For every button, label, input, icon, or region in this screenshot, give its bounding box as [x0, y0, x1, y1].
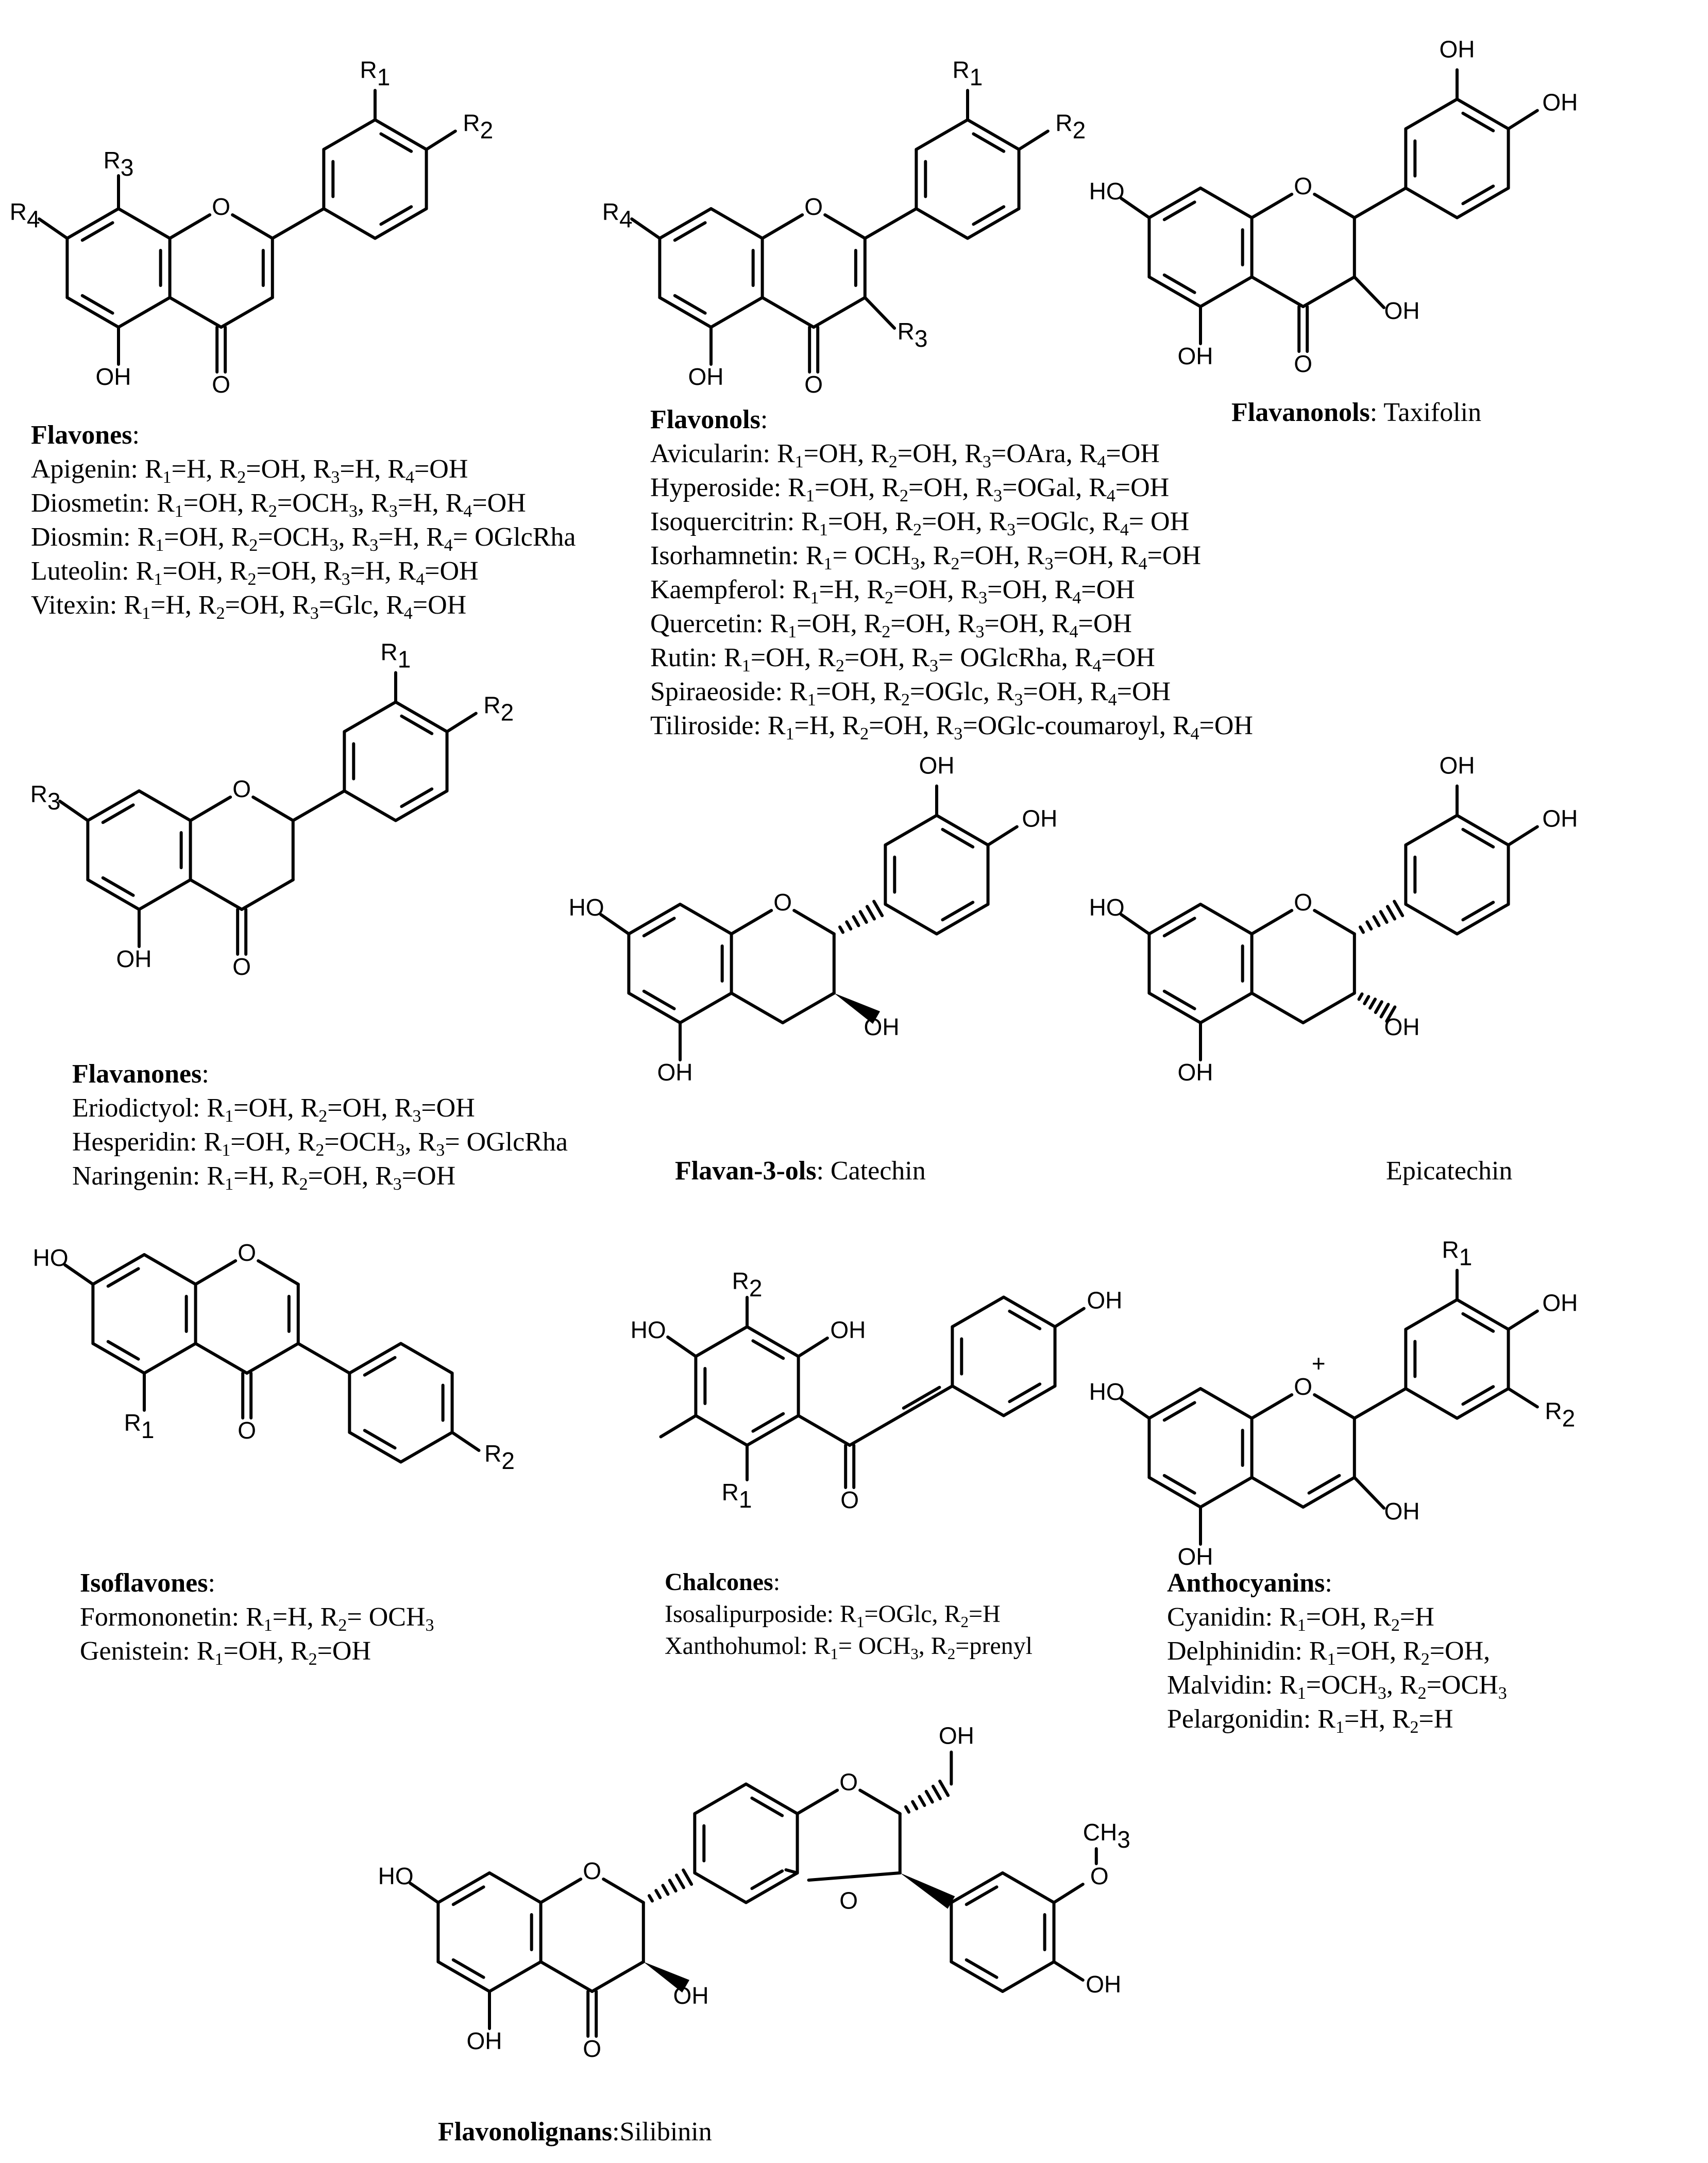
- ring-oxygen-label: O: [804, 193, 823, 221]
- ring-bond-line: [695, 1873, 746, 1903]
- flavones-row: Diosmin: $R_1=OH$, $R_2=OCH_3$, $R_3=H$, $R_4=$ OGlcRha: [31, 522, 576, 555]
- bond-line: [1509, 111, 1537, 129]
- bond-line: [850, 1416, 901, 1446]
- hashed-bond-line: [670, 1880, 676, 1891]
- hashed-bond-line: [1370, 999, 1375, 1008]
- carbonyl-oxygen-label: O: [232, 953, 251, 981]
- ring-bond-line: [1200, 1389, 1252, 1418]
- bond-line: [901, 1386, 953, 1416]
- bond-line: [65, 1265, 93, 1285]
- flavonols-row: Hyperoside: $R_1=OH$, $R_2=OH$, $R_3=OGal$, $R_4=OH$: [650, 473, 1170, 505]
- ring-bond-line: [1003, 1873, 1054, 1903]
- ring-bond-line: [1252, 993, 1304, 1023]
- ring-bond-line: [1406, 1389, 1457, 1418]
- ring-bond-line: [324, 209, 375, 239]
- flavanones-caption: Flavanones: Eriodictyol: $R_1=OH$, $R_2=OH$, $R_3=OH$ Hesperidin: $R_1=OH$, $R_2=OCH_3$, $R_3=$ OGlcRha Naringenin: $R_1=H$, $R_2=OH$, $R_3=OH$: [72, 1059, 568, 1194]
- ring-bond-line: [952, 1297, 1004, 1327]
- ring-bond-line: [139, 791, 191, 821]
- bond-line: [1509, 1311, 1537, 1330]
- anthocyanins-row: Delphinidin: $R_1=OH$, $R_2=OH$,: [1167, 1636, 1491, 1669]
- hydroxyl-label: HO: [378, 1863, 414, 1890]
- ring-bond-line: [916, 120, 968, 150]
- ring-bond-line: [144, 1344, 196, 1374]
- flavone-structure: [0, 0, 618, 412]
- flavones-row: Apigenin: $R_1=H$, $R_2=OH$, $R_3=H$, $R_4=OH$: [31, 454, 468, 487]
- hydroxyl-label: OH: [1177, 1059, 1213, 1086]
- hashed-bond-line: [940, 1781, 948, 1796]
- chalcones-row: Isosalipurposide: $R_1=OGlc$, $R_2=H$: [665, 1600, 1001, 1631]
- hashed-bond-line: [1364, 996, 1368, 1004]
- ring-bond-line: [324, 120, 375, 150]
- ring-bond-line: [860, 1790, 900, 1814]
- ring-oxygen-label: O: [839, 1887, 858, 1914]
- ring-bond-line: [1252, 1478, 1304, 1508]
- catechin-structure: [568, 721, 1159, 1134]
- ring-bond-line: [1406, 904, 1457, 934]
- hashed-bond-line: [919, 1797, 924, 1805]
- flavanones-row: Naringenin: $R_1=H$, $R_2=OH$, $R_3=OH$: [72, 1161, 456, 1194]
- hashed-bond-line: [847, 922, 851, 929]
- ring-bond-line: [170, 298, 222, 328]
- r-group-label: R3: [897, 318, 928, 352]
- ring-oxygen-label: O: [583, 1857, 602, 1885]
- ring-bond-line: [814, 298, 865, 328]
- flavonols-row: Spiraeoside: $R_1=OH$, $R_2=OGlc$, $R_3=OH$, $R_4=OH$: [650, 677, 1171, 709]
- r-group-label: R1: [360, 56, 391, 91]
- ring-oxygen-label: O: [839, 1768, 858, 1796]
- bond-line: [293, 791, 345, 821]
- bond-line: [1509, 827, 1537, 846]
- r-group-label: R2: [732, 1268, 763, 1302]
- ring-bond-line: [763, 298, 814, 328]
- r-group-label: R1: [952, 56, 983, 91]
- ring-bond-line: [1003, 1962, 1054, 1992]
- bond-line: [988, 827, 1017, 846]
- anthocyanins-row: Malvidin: $R_1=OCH_3$, $R_2=OCH_3$: [1167, 1670, 1507, 1703]
- flavonols-row: Tiliroside: $R_1=H$, $R_2=OH$, $R_3=OGlc$-coumaroyl, $R_4=OH$: [650, 711, 1253, 743]
- hydroxyl-label: OH: [1384, 297, 1420, 325]
- ring-bond-line: [1252, 194, 1292, 218]
- flavones-caption: Flavones: Apigenin: $R_1=H$, $R_2=OH$, $R_3=H$, $R_4=OH$ Diosmetin: $R_1=OH$, $R_2=OCH_3$, $R_3=H$, $R_4=OH$ Diosmin: $R_1=OH$, $R_2=OCH_3$, $R_3=H$, $R_4=$ OGlcRha Luteolin: $R_1=OH$, $R_2=OH$, $R_3=H$, $R_4=OH$ Vitexin: $R_1=H$, $R_2=OH$, $R_3=Glc$, $R_4=OH$: [31, 420, 576, 623]
- hashed-bond-line: [1388, 906, 1395, 919]
- hydroxyl-label: OH: [657, 1059, 693, 1086]
- ring-bond-line: [1200, 1478, 1252, 1508]
- bond-line: [427, 131, 455, 150]
- ring-bond-line: [1406, 99, 1457, 129]
- r-group-label: R2: [1055, 109, 1086, 144]
- bond-line: [452, 1432, 479, 1450]
- hashed-bond-line: [1359, 994, 1362, 999]
- ring-bond-line: [798, 1790, 838, 1814]
- ring-bond-line: [680, 904, 732, 934]
- isoflavones-caption: Isoflavones: Formononetin: $R_1=H$, $R_2= OCH_3$ Genistein: $R_1=OH$, $R_2=OH$: [80, 1568, 434, 1669]
- ring-bond-line: [885, 816, 937, 846]
- ring-bond-line: [541, 1879, 581, 1903]
- hashed-bond-line: [867, 906, 874, 919]
- bond-line: [60, 801, 88, 821]
- flavones-row: Vitexin: $R_1=H$, $R_2=OH$, $R_3=Glc$, $R_4=OH$: [31, 590, 467, 623]
- hydroxyl-label: OH: [673, 1982, 709, 2009]
- ring-bond-line: [680, 993, 732, 1023]
- ring-bond-line: [885, 904, 937, 934]
- hydroxyl-label: OH: [1177, 343, 1213, 370]
- bond-line: [410, 1883, 438, 1903]
- r-group-label: R4: [9, 198, 40, 233]
- hydroxyl-label: HO: [568, 894, 604, 921]
- hashed-bond-line: [677, 1875, 684, 1887]
- ring-bond-line: [139, 880, 191, 910]
- bond-line: [1355, 1389, 1406, 1418]
- ring-bond-line: [916, 209, 968, 239]
- hydroxyl-label: OH: [1542, 89, 1578, 116]
- ring-bond-line: [401, 1344, 452, 1374]
- bond-line: [1509, 1389, 1537, 1407]
- hydroxyl-label: OH: [1384, 1498, 1420, 1525]
- bond-line: [799, 1416, 850, 1446]
- ring-oxygen-label: O: [212, 193, 231, 221]
- ring-bond-line: [541, 1962, 593, 1992]
- bond-line: [298, 1344, 350, 1374]
- bond-line: [1355, 1478, 1384, 1509]
- flavanones-row: Hesperidin: $R_1=OH$, $R_2=OCH_3$, $R_3=$ OGlcRha: [72, 1127, 568, 1160]
- flavanonols-compound: Taxifolin: [1383, 398, 1482, 427]
- carbonyl-oxygen-label: O: [840, 1486, 859, 1514]
- r-group-label: R2: [484, 1440, 515, 1475]
- ring-bond-line: [1252, 1395, 1292, 1418]
- flavonols-title: Flavonols: [650, 405, 760, 434]
- ring-bond-line: [711, 298, 763, 328]
- flavanonols-title: Flavanonols: [1231, 398, 1370, 427]
- ring-bond-line: [401, 1432, 452, 1462]
- ring-bond-line: [196, 1344, 247, 1374]
- hashed-bond-line: [1376, 1002, 1382, 1012]
- ring-bond-line: [242, 880, 293, 910]
- ring-bond-line: [732, 910, 772, 934]
- hashed-bond-line: [1394, 901, 1402, 916]
- ring-bond-line: [221, 298, 273, 328]
- ring-bond-line: [489, 1873, 541, 1903]
- hydroxyl-label: OH: [1542, 1289, 1578, 1316]
- methoxy-oxygen-label: O: [1090, 1863, 1109, 1890]
- bond-line: [1019, 131, 1048, 150]
- r-group-label: R1: [380, 638, 411, 673]
- isoflavones-row: Formononetin: $R_1=H$, $R_2= OCH_3$: [80, 1602, 434, 1635]
- ring-bond-line: [786, 1870, 798, 1873]
- bond-line: [39, 219, 67, 239]
- bond-line: [1355, 188, 1406, 218]
- bond-line: [668, 1337, 696, 1357]
- silibinin-structure: [361, 1675, 1288, 2087]
- hydroxyl-label: OH: [830, 1316, 866, 1344]
- hydroxyl-label: HO: [1089, 894, 1125, 921]
- flavonols-caption: Flavonols: Avicularin: $R_1=OH$, $R_2=OH$, $R_3=OAra$, $R_4=OH$ Hyperoside: $R_1=OH$, $R_2=OH$, $R_3=OGal$, $R_4=OH$ Isoquercitrin: $R_1=OH$, $R_2=OH$, $R_3=OGlc$, $R_4=$ OH Isorhamnetin: $R_1= OCH_3$, $R_2=OH$, $R_3=OH$, $R_4=OH$ Kaempferol: $R_1=H$, $R_2=OH$, $R_3=OH$, $R_4=OH$ Quercetin: $R_1=OH$, $R_2=OH$, $R_3=OH$, $R_4=OH$ Rutin: $R_1=OH$, $R_2=OH$, $R_3=$ OGlcRha, $R_4=OH$ Spiraeoside: $R_1=OH$, $R_2=OGlc$, $R_3=OH$, $R_4=OH$ Tiliroside: $R_1=H$, $R_2=OH$, $R_3=OGlc$-coumaroyl, $R_4=OH$: [650, 405, 1253, 743]
- flavones-row: Diosmetin: $R_1=OH$, $R_2=OCH_3$, $R_3=H$, $R_4=OH$: [31, 488, 526, 521]
- isoflavone-structure: [0, 1211, 618, 1571]
- hydroxyl-label: OH: [688, 363, 724, 391]
- hydroxyl-label: OH: [1439, 752, 1475, 779]
- hydroxyl-label: HO: [1089, 178, 1125, 205]
- hydroxyl-label: OH: [1439, 36, 1475, 63]
- hydroxyl-label: OH: [919, 752, 955, 779]
- bond-line: [601, 915, 629, 934]
- wedge-bond: [900, 1873, 955, 1909]
- bond-line: [799, 1338, 827, 1357]
- flavonolignans-compound: Silibinin: [619, 2117, 712, 2147]
- flavonols-row: Quercetin: $R_1=OH$, $R_2=OH$, $R_3=OH$, $R_4=OH$: [650, 609, 1132, 641]
- ring-bond-line: [1200, 188, 1252, 218]
- flavonolignans-title: Flavonolignans: [438, 2117, 613, 2147]
- flavanones-row: Eriodictyol: $R_1=OH$, $R_2=OH$, $R_3=OH$: [72, 1093, 475, 1126]
- ring-bond-line: [232, 215, 273, 239]
- epicatechin-label: Epicatechin: [1386, 1156, 1513, 1186]
- ring-bond-line: [603, 1879, 644, 1903]
- ring-bond-line: [196, 1261, 236, 1285]
- ring-oxygen-label: O: [1294, 173, 1313, 200]
- ring-bond-line: [696, 1416, 747, 1446]
- anthocyanins-title: Anthocyanins: [1167, 1568, 1325, 1598]
- flavonols-row: Isorhamnetin: $R_1= OCH_3$, $R_2=OH$, $R_3=OH$, $R_4=OH$: [650, 541, 1202, 573]
- ring-bond-line: [825, 215, 865, 239]
- carbonyl-oxygen-label: O: [583, 2035, 602, 2063]
- epicatechin-caption: [1386, 1154, 1512, 1188]
- ring-bond-line: [1200, 277, 1252, 307]
- r-group-label: R1: [721, 1479, 752, 1513]
- carbonyl-oxygen-label: O: [1294, 350, 1313, 378]
- ring-oxygen-label: O: [232, 775, 251, 803]
- ring-bond-line: [1200, 993, 1252, 1023]
- hashed-bond-line: [906, 1807, 909, 1812]
- ring-bond-line: [732, 993, 783, 1023]
- hydroxyl-label: OH: [1087, 1287, 1123, 1314]
- hashed-bond-line: [1367, 922, 1371, 929]
- ring-bond-line: [1406, 816, 1457, 846]
- ring-bond-line: [170, 215, 210, 239]
- hydroxyl-label: HO: [32, 1244, 69, 1272]
- ring-bond-line: [344, 791, 396, 821]
- r-group-label: R3: [30, 781, 61, 815]
- r-group-label: R2: [483, 691, 514, 726]
- ring-bond-line: [1406, 1300, 1457, 1330]
- ring-bond-line: [1200, 904, 1252, 934]
- hashed-bond-line: [1374, 917, 1379, 925]
- ring-oxygen-label: O: [1294, 889, 1313, 916]
- flavonols-row: Isoquercitrin: $R_1=OH$, $R_2=OH$, $R_3=OGlc$, $R_4=$ OH: [650, 507, 1190, 539]
- anthocyanin-structure: [1089, 1159, 1708, 1571]
- hashed-bond-line: [1381, 911, 1387, 922]
- hydroxyl-label: OH: [1542, 805, 1578, 832]
- r-group-label: R2: [463, 109, 494, 144]
- hashed-bond-line: [926, 1792, 933, 1802]
- ring-bond-line: [794, 910, 834, 934]
- r-group-label: R3: [103, 147, 134, 181]
- bond-line: [1054, 1884, 1083, 1903]
- ring-bond-line: [592, 1962, 644, 1992]
- ring-bond-line: [489, 1962, 541, 1992]
- flavonols-row: Kaempferol: $R_1=H$, $R_2=OH$, $R_3=OH$, $R_4=OH$: [650, 575, 1135, 607]
- anthocyanins-row: Cyanidin: $R_1=OH$, $R_2=H$: [1167, 1602, 1434, 1635]
- ring-bond-line: [1303, 277, 1355, 307]
- ring-bond-line: [763, 215, 803, 239]
- ring-oxygen-label: O: [773, 889, 792, 916]
- ring-bond-line: [1252, 277, 1304, 307]
- hashed-bond-line: [840, 927, 843, 932]
- positive-charge-label: +: [1311, 1350, 1326, 1377]
- hashed-bond-line: [683, 1870, 691, 1884]
- flavanone-structure: [0, 593, 618, 1056]
- ring-bond-line: [119, 298, 170, 328]
- ring-bond-line: [952, 1386, 1004, 1416]
- hydroxyl-label: OH: [95, 363, 131, 391]
- ring-bond-line: [783, 993, 834, 1023]
- flavan3ols-title: Flavan-3-ols: [675, 1156, 817, 1186]
- ring-bond-line: [711, 209, 763, 239]
- flavones-title: Flavones: [31, 420, 132, 450]
- chalcones-title: Chalcones: [665, 1568, 773, 1596]
- flavonols-row: Rutin: $R_1=OH$, $R_2=OH$, $R_3=$ OGlcRha, $R_4=OH$: [650, 643, 1155, 675]
- isoflavones-title: Isoflavones: [80, 1568, 208, 1598]
- ring-bond-line: [1314, 910, 1355, 934]
- ring-bond-line: [191, 880, 242, 910]
- bond-line: [1054, 1962, 1083, 1981]
- carbonyl-oxygen-label: O: [804, 371, 823, 398]
- r-group-label: R4: [602, 198, 633, 233]
- chalcones-caption: Chalcones: Isosalipurposide: $R_1=OGlc$, $R_2=H$ Xanthohumol: $R_1= OCH_3$, $R_2=prenyl$: [665, 1568, 1033, 1663]
- hashed-bond-line: [656, 1890, 660, 1898]
- ring-bond-line: [1314, 1395, 1355, 1418]
- hashed-bond-line: [663, 1885, 668, 1894]
- hashed-bond-line: [860, 911, 867, 922]
- ring-bond-line: [1252, 910, 1292, 934]
- flavonol-structure: [593, 0, 1211, 412]
- ring-bond-line: [1303, 993, 1355, 1023]
- r-group-label: R1: [1442, 1236, 1473, 1271]
- bond-line: [1355, 277, 1384, 308]
- ring-bond-line: [696, 1327, 747, 1357]
- chalcone-structure: [593, 1211, 1159, 1571]
- ring-bond-line: [1406, 188, 1457, 218]
- bond-line: [865, 298, 894, 329]
- carbonyl-oxygen-label: O: [238, 1417, 257, 1444]
- flavonolignans-caption: Flavonolignans:Silibinin: [438, 2117, 712, 2147]
- methyl-label: CH3: [1083, 1819, 1130, 1853]
- ring-bond-line: [144, 1255, 196, 1285]
- hydroxyl-label: OH: [864, 1013, 900, 1041]
- ring-bond-line: [253, 797, 293, 821]
- anthocyanins-row: Pelargonidin: $R_1=H$, $R_2=H$: [1167, 1704, 1453, 1737]
- ring-bond-line: [119, 209, 170, 239]
- bond-line: [447, 714, 476, 732]
- hydroxyl-label: OH: [938, 1722, 974, 1749]
- hydroxyl-label: OH: [1022, 805, 1058, 832]
- hashed-bond-line: [1360, 927, 1363, 932]
- bond-line: [273, 209, 324, 239]
- bond-line: [1055, 1309, 1084, 1327]
- chalcones-row: Xanthohumol: $R_1= OCH_3$, $R_2=prenyl$: [665, 1632, 1033, 1663]
- ring-bond-line: [695, 1784, 746, 1814]
- flavan3ols-caption: Flavan-3-ols: Catechin: [675, 1156, 926, 1186]
- flavones-row: Luteolin: $R_1=OH$, $R_2=OH$, $R_3=H$, $R_4=OH$: [31, 556, 479, 589]
- hydroxyl-label: OH: [1384, 1013, 1420, 1041]
- hydroxyl-label: HO: [1089, 1378, 1125, 1406]
- hashed-bond-line: [853, 917, 858, 925]
- hashed-bond-line: [649, 1896, 652, 1901]
- ring-bond-line: [191, 797, 231, 821]
- ring-bond-line: [247, 1344, 298, 1374]
- hydroxyl-label: OH: [116, 945, 152, 973]
- hashed-bond-line: [874, 901, 882, 916]
- flavonols-row: Avicularin: $R_1=OH$, $R_2=OH$, $R_3=OAra$, $R_4=OH$: [650, 439, 1160, 471]
- ring-oxygen-label: O: [238, 1239, 257, 1266]
- hydroxyl-label: OH: [1177, 1543, 1213, 1570]
- ring-bond-line: [809, 1873, 900, 1880]
- ring-bond-line: [1314, 194, 1355, 218]
- r-group-label: R2: [1545, 1397, 1576, 1432]
- epicatechin-structure: [1089, 721, 1708, 1134]
- hydroxyl-label: OH: [466, 2027, 502, 2055]
- flavanonols-caption: Flavanonols: Taxifolin: [1231, 398, 1482, 427]
- flavan3ols-compound: Catechin: [830, 1156, 926, 1186]
- ring-oxygen-label: O: [1294, 1373, 1313, 1400]
- hydroxyl-label: OH: [1086, 1971, 1122, 1998]
- ring-bond-line: [344, 702, 396, 732]
- isoflavones-row: Genistein: $R_1=OH$, $R_2=OH$: [80, 1636, 371, 1669]
- ring-bond-line: [258, 1261, 298, 1285]
- bond-line: [865, 209, 917, 239]
- bond-line: [661, 1416, 696, 1437]
- hashed-bond-line: [933, 1786, 940, 1799]
- hydroxyl-label: HO: [630, 1316, 666, 1344]
- taxifolin-structure: [1089, 0, 1708, 412]
- bond-line: [632, 219, 659, 239]
- r-group-label: R1: [124, 1409, 155, 1444]
- carbonyl-oxygen-label: O: [212, 371, 231, 398]
- flavanones-title: Flavanones: [72, 1059, 202, 1089]
- hashed-bond-line: [912, 1802, 917, 1809]
- anthocyanins-caption: Anthocyanins: Cyanidin: $R_1=OH$, $R_2=H$ Delphinidin: $R_1=OH$, $R_2=OH$, Malvidin: $R_1=OCH_3$, $R_2=OCH_3$ Pelargonidin: $R_1=H$, $R_2=H$: [1167, 1568, 1507, 1737]
